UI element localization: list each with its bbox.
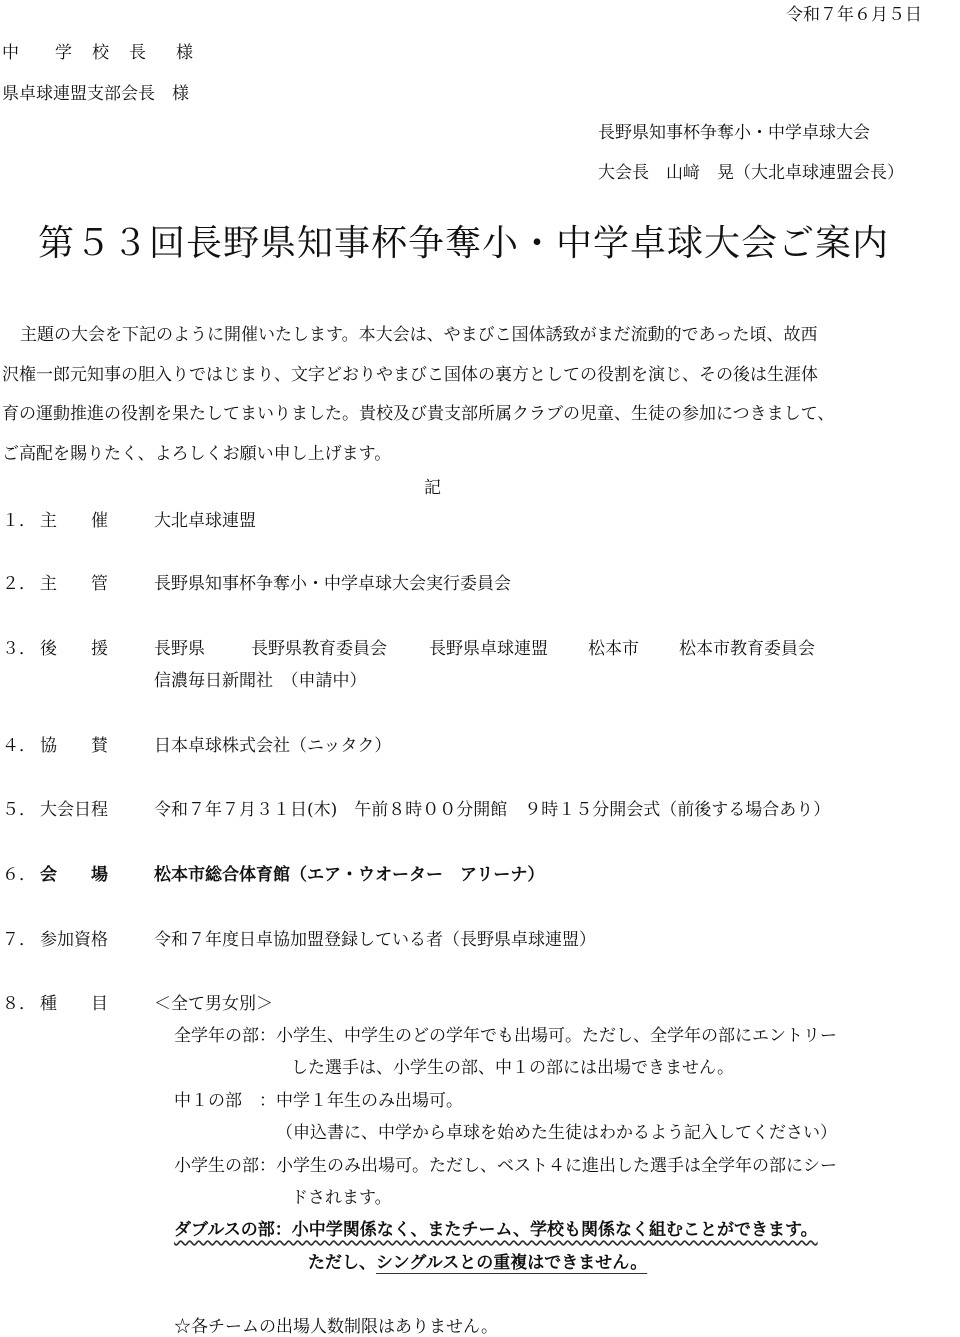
item-support: ３． 後 援 長野県 長野県教育委員会 長野県卓球連盟 松本市 松本市教育委員会 <box>2 639 815 659</box>
event-doubles-line2: ただし、シングルスとの重複はできません。 <box>308 1253 648 1273</box>
item-support-line2: 信濃毎日新聞社 （申請中） <box>154 671 367 691</box>
document-title: 第５３回長野県知事杯争奪小・中学卓球大会ご案内 <box>38 223 890 264</box>
team-entry-note: ☆各チームの出場人数制限はありません。 <box>174 1317 499 1337</box>
event-elementary: 小学生の部：小学生のみ出場可。ただし、ベスト４に進出した選手は全学年の部にシー <box>174 1156 837 1176</box>
event-jh1-note: （申込書に、中学から卓球を始めた生徒はわかるよう記入してください） <box>276 1123 837 1143</box>
item-organizer: １． 主 催 大北卓球連盟 <box>2 511 256 531</box>
event-doubles: ダブルスの部：小中学関係なく、またチーム、学校も関係なく組むことができます。 <box>174 1220 818 1240</box>
event-jh1: 中１の部 ：中学１年生のみ出場可。 <box>174 1091 463 1111</box>
document-date: 令和７年６月５日 <box>786 5 922 25</box>
item-eligibility: ７． 参加資格 令和７年度日卓協加盟登録している者（長野県卓球連盟） <box>2 930 596 950</box>
sender-president: 大会長 山﨑 晃（大北卓球連盟会長） <box>598 163 904 183</box>
ki-marker: 記 <box>424 478 441 498</box>
item-events: ８． 種 目 ＜全て男女別＞ <box>2 994 273 1014</box>
item-management: ２． 主 管 長野県知事杯争奪小・中学卓球大会実行委員会 <box>2 574 511 594</box>
event-all-grades-line2: した選手は、小学生の部、中１の部には出場できません。 <box>291 1058 735 1078</box>
addressee-branch-heads: 県卓球連盟支部会長 様 <box>2 84 189 104</box>
item-sponsor: ４． 協 賛 日本卓球株式会社（ニッタク） <box>2 736 392 756</box>
event-all-grades: 全学年の部：小学生、中学生のどの学年でも出場可。ただし、全学年の部にエントリー <box>174 1026 837 1046</box>
intro-paragraph: 主題の大会を下記のように開催いたします。本大会は、やまびこ国体誘致がまだ流動的であった頃、故西 沢権一郎元知事の胆入りではじまり、文字どおりやまびこ国体の裏方としての役割を演じ、その後は生涯体 育の運動推進の役割を果たしてまいりました。貴校及び貴支部所属クラブの児童、生徒の参加につきまして、 ご高配を賜りたく、よろしくお願い申し上げます。 <box>2 325 835 464</box>
addressee-principals: 中 学 校 長 様 <box>2 43 193 63</box>
item-venue: ６． 会 場 松本市総合体育館（エア・ウオーター アリーナ） <box>2 865 545 885</box>
sender-organization: 長野県知事杯争奪小・中学卓球大会 <box>598 123 870 143</box>
item-schedule: ５． 大会日程 令和７年７月３１日(木) 午前８時００分開館 ９時１５分開会式（前後する場合あり） <box>2 800 831 820</box>
event-elementary-line2: ドされます。 <box>291 1188 392 1208</box>
